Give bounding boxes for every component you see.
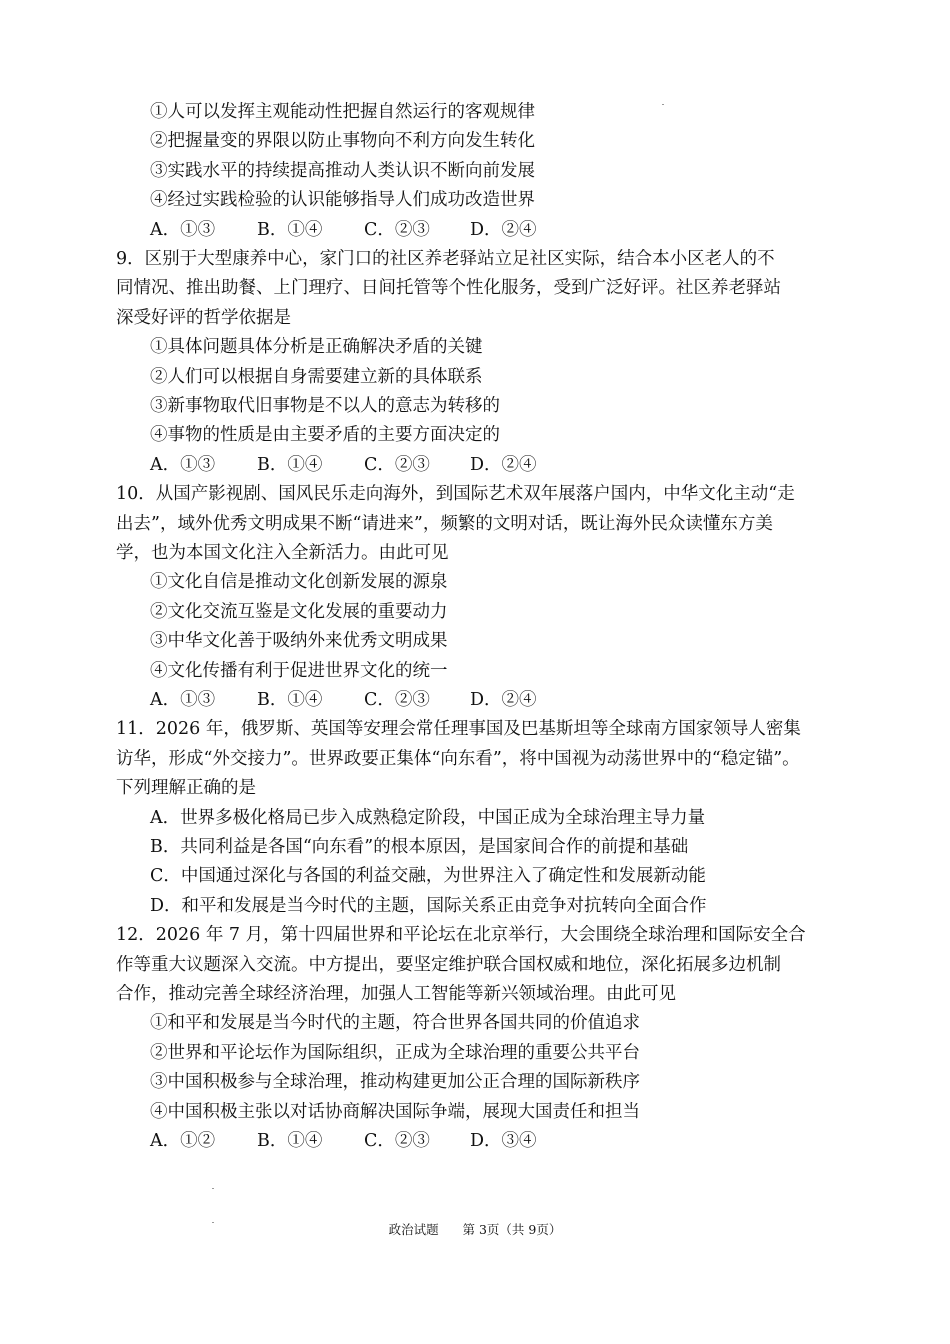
scan-speck: [212, 1188, 214, 1189]
question-stem-line: 12．2026 年 7 月，第十四届世界和平论坛在北京举行，大会围绕全球治理和国际安全合: [116, 925, 806, 945]
question-stem-line: 同情况、推出助餐、上门理疗、日间托管等个性化服务，受到广泛好评。社区养老驿站: [116, 278, 781, 298]
question-stem-line: 下列理解正确的是: [116, 778, 256, 798]
statement-option: ③中华文化善于吸纳外来优秀文明成果: [150, 631, 448, 651]
question-stem-line: 作等重大议题深入交流。中方提出，要坚定维护联合国权威和地位，深化拓展多边机制: [116, 955, 781, 975]
answer-choice: D．②④: [470, 690, 537, 710]
statement-option: ②世界和平论坛作为国际组织，正成为全球治理的重要公共平台: [150, 1043, 640, 1063]
answer-choice: A．①③: [150, 690, 216, 710]
answer-choice: B．①④: [257, 455, 323, 475]
statement-option: ④经过实践检验的认识能够指导人们成功改造世界: [150, 190, 535, 210]
statement-option: ③实践水平的持续提高推动人类认识不断向前发展: [150, 161, 535, 181]
answer-choice: C．②③: [364, 220, 430, 240]
statement-option: C．中国通过深化与各国的利益交融，为世界注入了确定性和发展新动能: [150, 866, 706, 886]
answer-choice: A．①③: [150, 220, 216, 240]
answer-choice: C．②③: [364, 1131, 430, 1151]
question-stem-line: 11．2026 年，俄罗斯、英国等安理会常任理事国及巴基斯坦等全球南方国家领导人密集: [116, 719, 801, 739]
statement-option: ④事物的性质是由主要矛盾的主要方面决定的: [150, 425, 500, 445]
footer-subject: 政治试题: [388, 1222, 439, 1237]
statement-option: ①文化自信是推动文化创新发展的源泉: [150, 572, 448, 592]
question-stem-line: 访华，形成“外交接力”。世界政要正集体“向东看”，将中国视为动荡世界中的“稳定锚”。: [116, 749, 800, 769]
statement-option: D．和平和发展是当今时代的主题，国际关系正由竞争对抗转向全面合作: [150, 896, 707, 916]
answer-choice: C．②③: [364, 690, 430, 710]
statement-option: ③新事物取代旧事物是不以人的意志为转移的: [150, 396, 500, 416]
scan-speck: [662, 104, 664, 105]
question-stem-line: 9．区别于大型康养中心，家门口的社区养老驿站立足社区实际，结合本小区老人的不: [116, 249, 775, 269]
statement-option: ②把握量变的界限以防止事物向不利方向发生转化: [150, 131, 535, 151]
answer-choice: B．①④: [257, 690, 323, 710]
question-stem-line: 学，也为本国文化注入全新活力。由此可见: [116, 543, 449, 563]
statement-option: ①具体问题具体分析是正确解决矛盾的关键: [150, 337, 483, 357]
answer-choice: A．①②: [150, 1131, 216, 1151]
question-stem-line: 深受好评的哲学依据是: [116, 308, 291, 328]
statement-option: ④中国积极主张以对话协商解决国际争端，展现大国责任和担当: [150, 1102, 640, 1122]
answer-choice: B．①④: [257, 1131, 323, 1151]
answer-choice: D．②④: [470, 220, 537, 240]
statement-option: ①人可以发挥主观能动性把握自然运行的客观规律: [150, 102, 535, 122]
statement-option: A．世界多极化格局已步入成熟稳定阶段，中国正成为全球治理主导力量: [150, 808, 706, 828]
answer-choice: A．①③: [150, 455, 216, 475]
question-stem-line: 10．从国产影视剧、国风民乐走向海外，到国际艺术双年展落户国内，中华文化主动“走: [116, 484, 795, 504]
statement-option: B．共同利益是各国“向东看”的根本原因，是国家间合作的前提和基础: [150, 837, 689, 857]
answer-choice: D．③④: [470, 1131, 537, 1151]
statement-option: ②文化交流互鉴是文化发展的重要动力: [150, 602, 448, 622]
answer-choice: D．②④: [470, 455, 537, 475]
answer-choice: C．②③: [364, 455, 430, 475]
question-stem-line: 出去”，域外优秀文明成果不断“请进来”，频繁的文明对话，既让海外民众读懂东方美: [116, 514, 773, 534]
statement-option: ①和平和发展是当今时代的主题，符合世界各国共同的价值追求: [150, 1013, 640, 1033]
question-stem-line: 合作，推动完善全球经济治理，加强人工智能等新兴领域治理。由此可见: [116, 984, 676, 1004]
statement-option: ④文化传播有利于促进世界文化的统一: [150, 661, 448, 681]
statement-option: ③中国积极参与全球治理，推动构建更加公正合理的国际新秩序: [150, 1072, 640, 1092]
scan-speck: [212, 1222, 214, 1223]
statement-option: ②人们可以根据自身需要建立新的具体联系: [150, 367, 483, 387]
footer-page-number: 第 3页（共 9页）: [462, 1222, 562, 1237]
page-footer: [0, 1221, 950, 1239]
answer-choice: B．①④: [257, 220, 323, 240]
